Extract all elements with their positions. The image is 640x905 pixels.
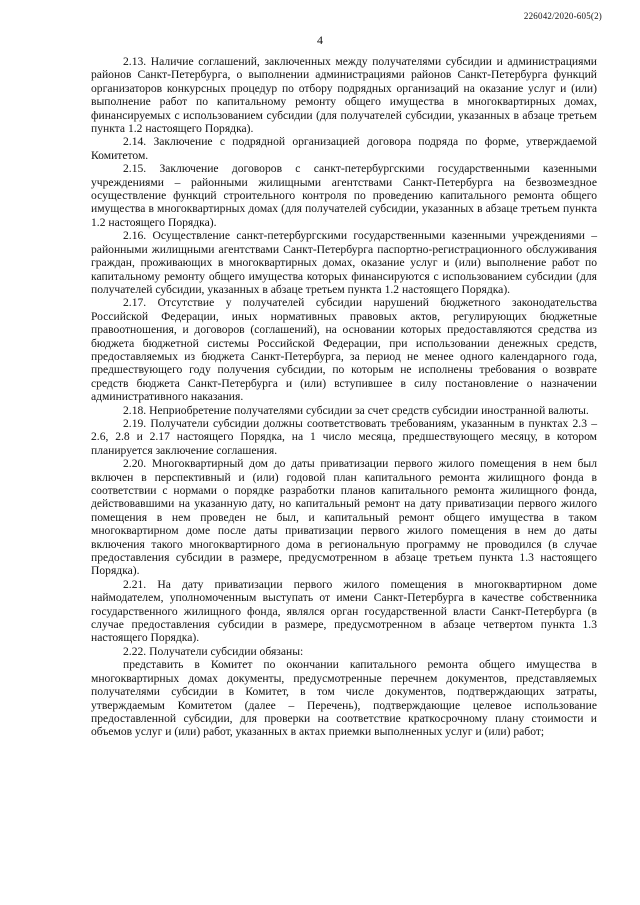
page-number: 4 [317, 33, 323, 47]
paragraph-2-22: 2.22. Получатели субсидии обязаны: [123, 644, 304, 658]
paragraph-2-15: 2.15. Заключение договоров с санкт-петербургскими государственными казенными учреждениями – районными жилищными агентствами Санкт-Петербурга на безвозмездное осуществление функций строительного контроля по проведению капитального ремонта общего имущества в многоквартирных домах (для получателей субсидии, указанных в абзаце третьем пункта 1.2 настоящего Порядка). [91, 162, 597, 229]
paragraph-2-16: 2.16. Осуществление санкт-петербургскими государственными казенными учреждениями – районными жилищными агентствами Санкт-Петербурга паспортно-регистрационного обслуживания граждан, проживающих в многоквартирных домах, оказание услуг и (или) выполнение работ по капитальному ремонту общего имущества которых финансируются с использованием субсидии (для получателей субсидии, указанных в абзаце третьем пункта 1.2 настоящего Порядка). [91, 229, 597, 296]
document-body [91, 55, 597, 739]
paragraph-2-19: 2.19. Получатели субсидии должны соответствовать требованиям, указанным в пунктах 2.3 – 2.6, 2.8 и 2.17 настоящего Порядка, на 1 число месяца, предшествующего месяцу, в котором планируется заключение соглашения. [91, 416, 597, 457]
paragraph-2-17: 2.17. Отсутствие у получателей субсидии нарушений бюджетного законодательства Российской Федерации, иных нормативных правовых актов, регулирующих бюджетные правоотношения, и договоров (соглашений), на основании которых предоставляются средства из бюджета бюджетной системы Российской Федерации, при использовании денежных средств, предоставляемых из бюджета Санкт-Петербурга, за период не менее одного календарного года, предшествующего году получения субсидии, по которым не исполнены требования о возврате средств бюджета Санкт-Петербурга и (или) вступившее в силу постановление о назначении административного наказания. [91, 296, 597, 404]
paragraph-2-18: 2.18. Неприобретение получателями субсидии за счет средств субсидии иностранной валюты. [123, 403, 589, 417]
paragraph-2-13: 2.13. Наличие соглашений, заключенных между получателями субсидии и администрациями районов Санкт-Петербурга, о выполнении администрациями районов Санкт-Петербурга функций организаторов конкурсных процедур по отбору подрядных организаций на оказание услуг и (или) выполнение работ по капитальному ремонту общего имущества в многоквартирных домах, финансируемых с использованием субсидии (для получателей субсидии, указанных в абзаце третьем пункта 1.2 настоящего Порядка). [91, 55, 597, 136]
document-id: 226042/2020-605(2) [523, 11, 602, 21]
paragraph-obligation-1: представить в Комитет по окончании капитального ремонта общего имущества в многоквартирных домах документы, предусмотренные перечнем документов, представляемых получателями субсидии в Комитет, в том числе документов, подтверждающих затраты, утверждаемым Комитетом (далее – Перечень), подтверждающие целевое использование предоставленной субсидии, для проверки на соответствие краткосрочному плану стоимости и объемов услуг и (или) работ, указанных в актах приемки выполненных услуг и (или) работ; [91, 658, 597, 739]
paragraph-2-14: 2.14. Заключение с подрядной организацией договора подряда по форме, утверждаемой Комитетом. [91, 135, 597, 162]
paragraph-2-20: 2.20. Многоквартирный дом до даты приватизации первого жилого помещения в нем был включен в перспективный и (или) годовой план капитального ремонта жилищного фонда в соответствии с нормами о порядке разработки планов капитального ремонта жилищного фонда, действовавшими на указанную дату, но капитальный ремонт на дату приватизации первого жилого помещения в нем проведен не был, и капитальный ремонт общего имущества в таком многоквартирном доме после даты приватизации первого жилого помещения в нем до даты включения такого многоквартирного дома в региональную программу не проводился (в случае предоставления субсидии в размере, предусмотренном в абзаце третьем пункта 1.3 настоящего Порядка). [91, 457, 597, 578]
paragraph-2-21: 2.21. На дату приватизации первого жилого помещения в многоквартирном доме наймодателем, уполномоченным выступать от имени Санкт-Петербурга в качестве собственника государственного жилищного фонда, являлся орган государственной власти Санкт-Петербурга (в случае предоставления субсидии в размере, предусмотренном в абзаце четвертом пункта 1.3 настоящего Порядка). [91, 577, 597, 645]
